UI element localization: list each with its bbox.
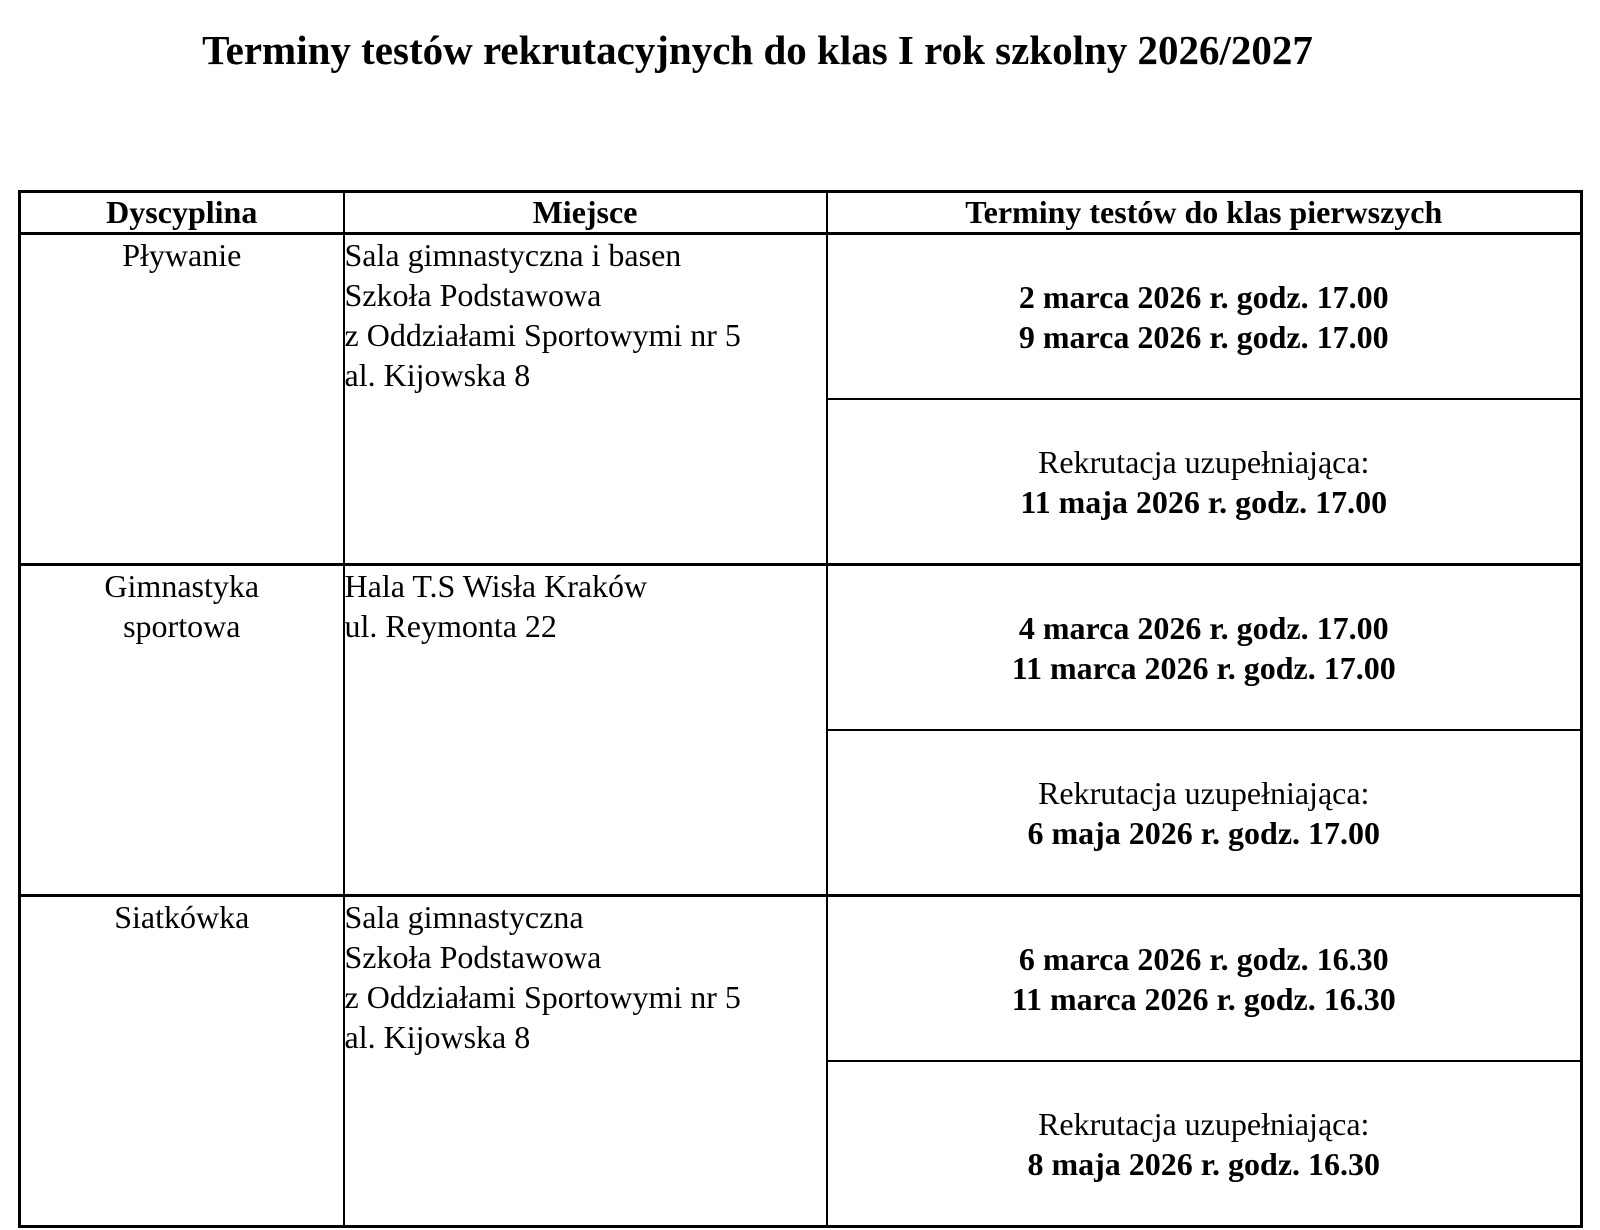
supplementary-label: Rekrutacja uzupełniająca: <box>1038 443 1370 480</box>
page-title: Terminy testów rekrutacyjnych do klas I rok szkolny 2026/2027 <box>202 27 1313 73</box>
test-date: 2 marca 2026 r. godz. 17.00 <box>1018 278 1389 315</box>
supplementary-date: 6 maja 2026 r. godz. 17.00 <box>1027 814 1381 851</box>
test-dates-cell <box>827 234 1582 400</box>
test-date: 4 marca 2026 r. godz. 17.00 <box>1018 609 1389 646</box>
discipline-cell <box>20 565 344 896</box>
table-row-siatkowka <box>20 896 1582 1062</box>
location-line: z Oddziałami Sportowymi nr 5 <box>344 979 741 1015</box>
header-discipline: Dyscyplina <box>20 192 344 234</box>
location-line: al. Kijowska 8 <box>344 357 531 393</box>
location-line: Szkoła Podstawowa <box>344 277 602 313</box>
table-header-row <box>20 192 1582 234</box>
discipline-cell <box>20 896 344 1227</box>
supplementary-date: 11 maja 2026 r. godz. 17.00 <box>1020 483 1388 520</box>
discipline-name: Gimnastyka <box>104 568 260 604</box>
discipline-name: Pływanie <box>122 237 242 273</box>
location-line: Sala gimnastyczna <box>344 899 584 935</box>
supplementary-label: Rekrutacja uzupełniająca: <box>1038 774 1370 811</box>
location-cell <box>344 234 827 565</box>
test-date: 6 marca 2026 r. godz. 16.30 <box>1018 940 1389 977</box>
table-row-plywanie <box>20 234 1582 400</box>
test-dates-cell <box>827 896 1582 1062</box>
location-cell <box>344 896 827 1227</box>
discipline-name: sportowa <box>123 608 241 644</box>
supplementary-cell <box>827 730 1582 896</box>
supplementary-label: Rekrutacja uzupełniająca: <box>1038 1105 1370 1142</box>
location-line: Szkoła Podstawowa <box>344 939 602 975</box>
supplementary-date: 8 maja 2026 r. godz. 16.30 <box>1027 1145 1381 1182</box>
header-location: Miejsce <box>344 192 827 234</box>
location-line: Hala T.S Wisła Kraków <box>344 568 648 604</box>
discipline-name: Siatkówka <box>114 899 250 935</box>
test-dates-cell <box>827 565 1582 731</box>
supplementary-cell <box>827 1061 1582 1227</box>
discipline-cell <box>20 234 344 565</box>
table-row-gimnastyka <box>20 565 1582 731</box>
location-line: z Oddziałami Sportowymi nr 5 <box>344 317 741 353</box>
test-date: 9 marca 2026 r. godz. 17.00 <box>1018 318 1389 355</box>
test-date: 11 marca 2026 r. godz. 17.00 <box>1011 649 1396 686</box>
header-test-dates: Terminy testów do klas pierwszych <box>827 192 1582 234</box>
supplementary-cell <box>827 399 1582 565</box>
location-line: Sala gimnastyczna i basen <box>344 237 682 273</box>
location-line: al. Kijowska 8 <box>344 1019 531 1055</box>
test-date: 11 marca 2026 r. godz. 16.30 <box>1011 980 1396 1017</box>
location-cell <box>344 565 827 896</box>
location-line: ul. Reymonta 22 <box>344 608 557 644</box>
recruitment-tests-table <box>18 190 1583 1228</box>
